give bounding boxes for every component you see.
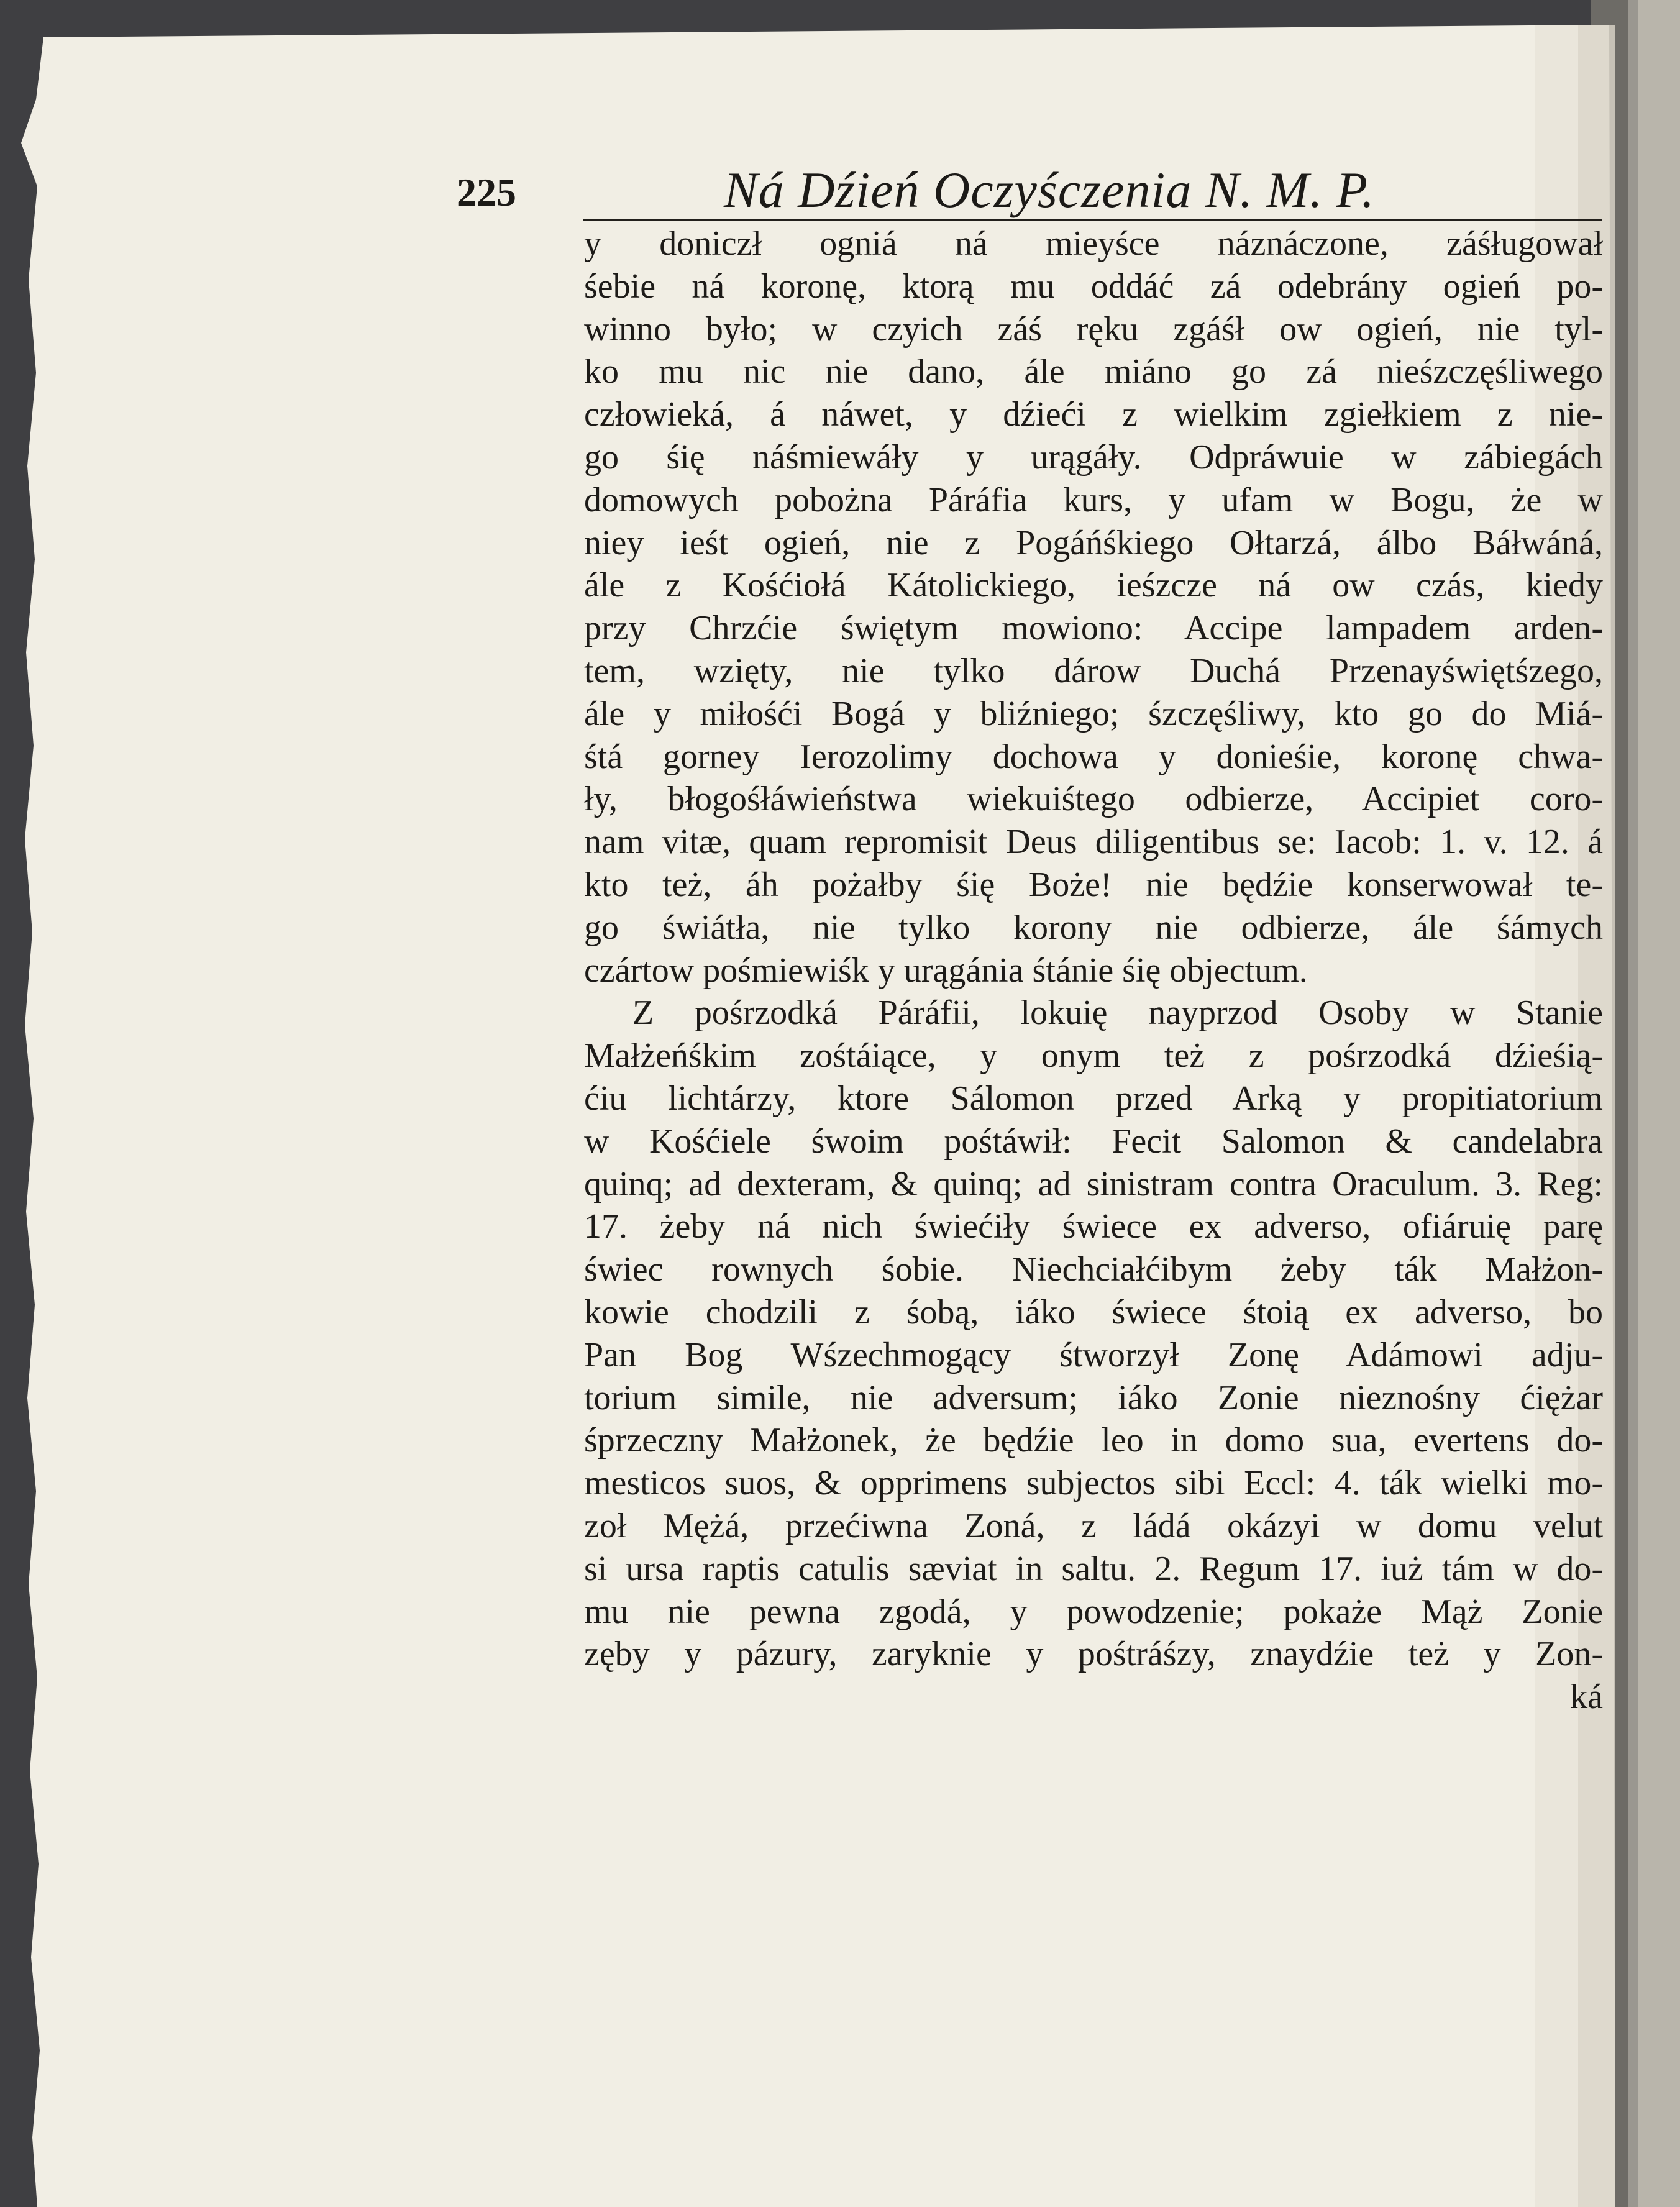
text-line: zoł Mężá, przećiwna Zoná, z ládá okázyi w domu velut — [584, 1506, 1603, 1545]
running-head: Ná Dźień Oczyśczenia N. M. P. — [724, 162, 1375, 218]
text-line: torium simile, nie adversum; iáko Zonie nieznośny ćiężar — [584, 1378, 1603, 1417]
text-line: winno było; w czyich záś ręku zgáśł ow ogień, nie tyl- — [584, 309, 1603, 349]
text-line: nam vitæ, quam repromisit Deus diligentibus se: Iacob: 1. v. 12. á — [584, 823, 1603, 862]
text-line: mu nie pewna zgodá, y powodzenie; pokaże Mąż Zonie — [584, 1592, 1603, 1631]
page-header — [457, 158, 1600, 227]
text-line: świec rownych śobie. Niechciałćibym żeby ták Małżon- — [584, 1250, 1603, 1289]
text-line: kowie chodzili z śobą, iáko świece śtoią ex adverso, bo — [584, 1292, 1603, 1332]
text-line: y doniczł ogniá ná mieyśce náznáczone, záśługował — [584, 224, 1603, 263]
text-line: si ursa raptis catulis sæviat in saltu. 2. Regum 17. iuż tám w do- — [584, 1549, 1603, 1588]
text-line: ćiu lichtárzy, ktore Sálomon przed Arką y propitiatorium — [584, 1079, 1603, 1118]
text-line: tem, wzięty, nie tylko dárow Duchá Przenayświętśzego, — [584, 651, 1603, 690]
text-line: kto też, áh pożałby śię Boże! nie będźie konserwował te- — [584, 865, 1603, 904]
text-line: niey ieśt ogień, nie z Pogáńśkiego Ołtarzá, álbo Báłwáná, — [584, 523, 1603, 562]
text-line: śtá gorney Ierozolimy dochowa y donieśie, koronę chwa- — [584, 737, 1603, 776]
text-line: go świátła, nie tylko korony nie odbierze, ále śámych — [584, 908, 1603, 947]
header-rule — [583, 219, 1602, 221]
catchword: ká — [1570, 1678, 1603, 1717]
text-line: przy Chrzćie świętym mowiono: Accipe lampadem arden- — [584, 609, 1603, 648]
paragraph-start: Z pośrzodká Páráfii, lokuię nayprzod Osoby w Stanie — [632, 994, 1603, 1033]
text-line: człowieká, á náwet, y dźieći z wielkim zgiełkiem z nie- — [584, 395, 1603, 434]
text-line: ále y miłośći Bogá y bliźniego; śzczęśliwy, kto go do Miá- — [584, 694, 1603, 733]
text-line: śebie ná koronę, ktorą mu oddáć zá odebrány ogień po- — [584, 267, 1603, 306]
text-line: śprzeczny Małżonek, że będźie leo in domo sua, evertens do- — [584, 1421, 1603, 1460]
text-line: ły, błogośłáwieństwa wiekuiśtego odbierze, Accipiet coro- — [584, 780, 1603, 819]
text-line: quinq; ad dexteram, & quinq; ad sinistram contra Oraculum. 3. Reg: — [584, 1164, 1603, 1204]
text-line: czártow pośmiewiśk y urągánia śtánie śię objectum. — [584, 951, 1308, 990]
text-line: Małżeńśkim zośtáiące, y onym też z pośrzodká dźieśią- — [584, 1036, 1603, 1076]
text-line: zęby y pázury, zaryknie y pośtráśzy, znaydźie też y Zon- — [584, 1635, 1603, 1674]
page-number: 225 — [457, 170, 516, 214]
text-line: 17. żeby ná nich świećiły świece ex adverso, ofiáruię parę — [584, 1207, 1603, 1246]
text-line: Pan Bog Wśzechmogący śtworzył Zonę Adámowi adju- — [584, 1335, 1603, 1374]
text-line: w Kośćiele śwoim pośtáwił: Fecit Salomon & candelabra — [584, 1122, 1603, 1161]
text-line: domowych pobożna Páráfia kurs, y ufam w Bogu, że w — [584, 480, 1603, 519]
text-line: ále z Kośćiołá Kátolickiego, ieśzcze ná ow czás, kiedy — [584, 566, 1603, 605]
text-line: ko mu nic nie dano, ále miáno go zá nieśzczęśliwego — [584, 352, 1603, 391]
text-line: mesticos suos, & opprimens subjectos sibi Eccl: 4. ták wielki mo- — [584, 1464, 1603, 1503]
body-text — [584, 222, 1603, 1719]
text-line: go śię náśmiewáły y urągáły. Odpráwuie w zábiegách — [584, 437, 1603, 477]
